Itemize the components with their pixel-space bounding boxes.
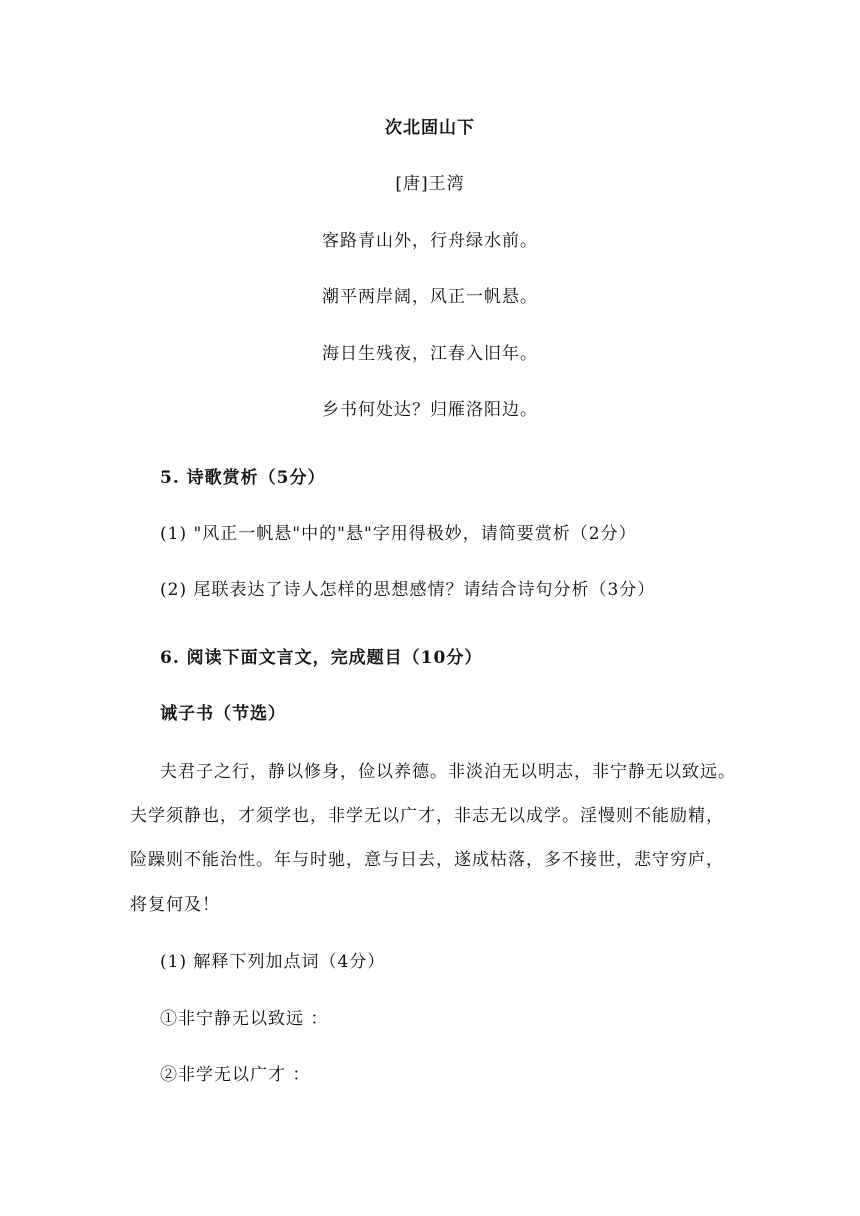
question-5-heading: 5. 诗歌赏析（5分） (160, 468, 326, 488)
question-6-sub-1: (1) 解释下列加点词（4分） (160, 952, 386, 972)
poem-line-3: 海日生残夜，江春入旧年。 (322, 344, 538, 364)
poem-line-4: 乡书何处达？归雁洛阳边。 (322, 400, 538, 420)
passage-line-2: 夫学须静也，才须学也，非学无以广才，非志无以成学。淫慢则不能励精， (130, 806, 724, 826)
poem-title: 次北固山下 (385, 118, 475, 138)
text-title: 诫子书（节选） (160, 704, 286, 724)
question-6-item-1: ①非宁静无以致远 ： (160, 1009, 329, 1029)
passage-line-3: 险躁则不能治性。年与时驰，意与日去，遂成枯落，多不接世，悲守穷庐， (130, 850, 724, 870)
poem-line-2: 潮平两岸阔，风正一帆悬。 (322, 287, 538, 307)
question-5-item-2: (2) 尾联表达了诗人怎样的思想感情？请结合诗句分析（3分） (160, 580, 656, 600)
poem-line-1: 客路青山外，行舟绿水前。 (322, 231, 538, 251)
poem-author: [唐]王湾 (395, 174, 465, 194)
passage-line-1: 夫君子之行，静以修身，俭以养德。非淡泊无以明志，非宁静无以致远。 (160, 762, 736, 782)
passage-line-4: 将复何及！ (130, 895, 220, 915)
question-5-item-1: (1) "风正一帆悬"中的"悬"字用得极妙，请简要赏析（2分） (160, 524, 637, 544)
question-6-heading: 6. 阅读下面文言文，完成题目（10分） (160, 648, 483, 668)
question-6-item-2: ②非学无以广才 ： (160, 1065, 311, 1085)
